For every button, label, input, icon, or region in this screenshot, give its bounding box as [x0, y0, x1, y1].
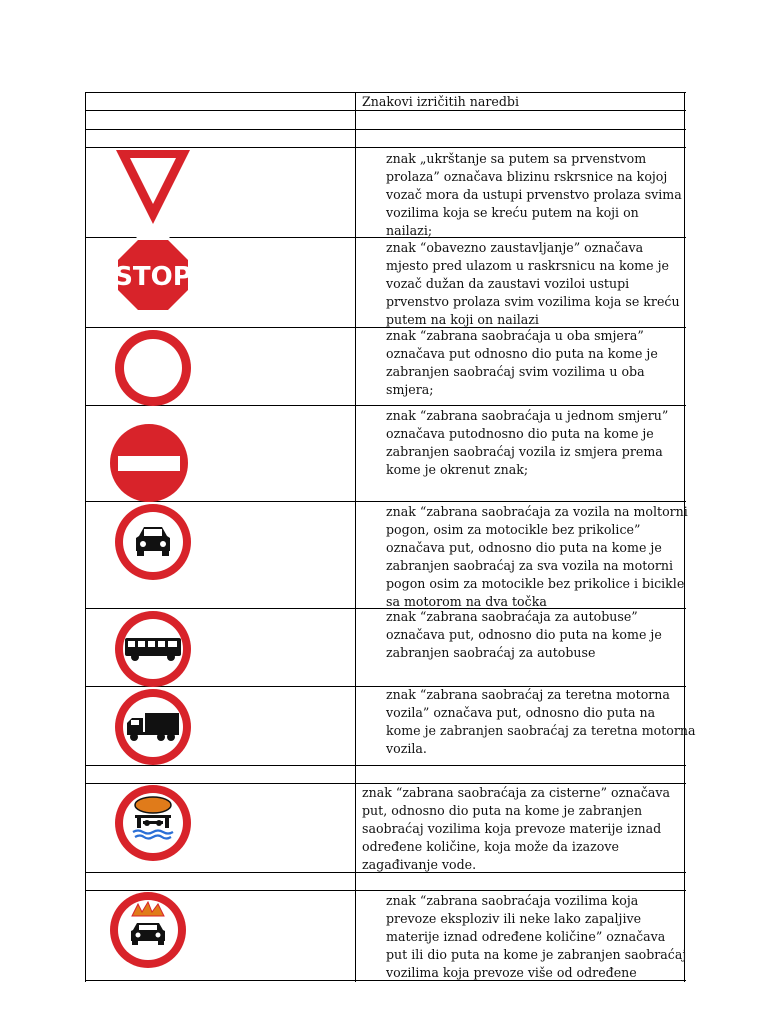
no-entry-sign-icon — [109, 423, 189, 503]
table-border-left — [85, 92, 86, 982]
sign-description-no-vehicles: znak “zabrana saobraćaja u oba smjera” označava put odnosno dio puta na kome je zabranjen saobraćaj svim vozilima u oba smjera; — [386, 328, 658, 397]
sign-description-no-tankers: znak “zabrana saobraćaja za cisterne” označava put, odnosno dio puta na kome je zabranjen saobraćaj vozilima koja prevoze materije iznad određene količine, koja može da izazove zagađivanje vode. — [362, 785, 671, 872]
stop-sign-icon — [113, 235, 193, 315]
no-buses-sign-icon — [113, 609, 193, 689]
no-tankers-sign-icon — [113, 783, 193, 863]
no-vehicles-sign-icon — [113, 328, 193, 408]
sign-description-no-explosives: znak “zabrana saobraćaja vozilima koja prevoze eksploziv ili neke lako zapaljive materije iznad određene količine” označava put ili dio puta na kome je zabranjen saobraćaj vozilima koja prevoze više od određene — [386, 893, 687, 980]
sign-description-stop: znak “obavezno zaustavljanje” označava mjesto pred ulazom u raskrsnicu na kome je vozač dužan da zaustavi voziloi ustupi prvenstvo prolaza svim vozilima koja se kreću putem na koji on nailazi — [386, 240, 680, 327]
sign-description-no-buses: znak “zabrana saobraćaja za autobuse” označava put, odnosno dio puta na kome je zabranjen saobraćaj za autobuse — [386, 609, 662, 660]
no-explosives-sign-icon — [108, 890, 188, 970]
no-trucks-sign-icon — [113, 687, 193, 767]
yield-sign-icon — [113, 147, 193, 227]
sign-description-no-entry: znak “zabrana saobraćaja u jednom smjeru” označava putodnosno dio puta na kome je zabranjen saobraćaj vozila iz smjera prema kome je okrenut znak; — [386, 408, 669, 477]
stop-sign-label: STOP — [114, 262, 192, 292]
table-rule — [85, 129, 686, 130]
sign-description-no-trucks: znak “zabrana saobraćaj za teretna motorna vozila” označava put, odnosno dio puta na kome je zabranjen saobraćaj za teretna motorna vozila. — [386, 687, 696, 756]
sign-description-yield: znak „ukrštanje sa putem sa prvenstvom prolaza” označava blizinu rskrsnice na kojoj vozač mora da ustupi prvenstvo prolaza svima vozilima koja se kreću putem na koji on nailazi; — [386, 151, 682, 238]
sign-description-no-motor-vehicles: znak “zabrana saobraćaja za vozila na moltorni pogon, osim za motocikle bez prikolice” označava put, odnosno dio puta na kome je zabranjen saobraćaj za sva vozila na motorni pogon osim za motocikle bez prikolice i bicikle sa motorom na dva točka — [386, 504, 688, 609]
no-motor-vehicles-sign-icon — [113, 502, 193, 582]
column-divider — [355, 92, 356, 982]
table-header-title: Znakovi izričitih naredbi — [362, 94, 519, 109]
